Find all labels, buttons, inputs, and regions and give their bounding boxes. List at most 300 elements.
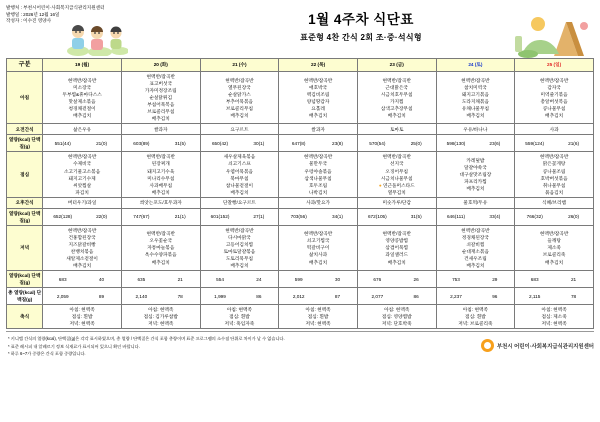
porridge-cell bbox=[121, 305, 200, 329]
menu-item: 현맥반/잡곡반 bbox=[539, 154, 569, 160]
menu-item: 참치미역국 bbox=[464, 84, 487, 90]
menu-item: 돼지고기수제 bbox=[68, 175, 96, 181]
porridge-item: 점심: 제소죽 bbox=[541, 314, 567, 320]
menu-item: 정경채된장국 bbox=[461, 234, 489, 240]
total-cell bbox=[200, 288, 279, 305]
menu-item: 식혜/브리햄 bbox=[542, 200, 567, 206]
menu-item: 영양콩밥찜 bbox=[385, 238, 409, 244]
snack-cell bbox=[357, 124, 436, 135]
kcal-value: 598(130) bbox=[446, 140, 466, 146]
meal-cell bbox=[121, 152, 200, 197]
menu-item: 배추김치 bbox=[309, 112, 328, 118]
footnote-2: * 표준 레시피 내 알레르기 정보 식재료가 표시되어 있으니 확인 바랍니다. bbox=[8, 343, 140, 349]
meal-cell bbox=[357, 72, 436, 124]
menu-item: 찬뱅치볶음 bbox=[70, 248, 94, 254]
footnote-1: * 키니밸 간식의 열량(kcal), 단백질(g)은 각각 표시하였으며, 총 열량 / 단백질은 간식 포함 총량이며 표준 프로그램의 소수점 단위로 차이가 날 수 없습니다. bbox=[8, 336, 285, 342]
snack-cell bbox=[121, 124, 200, 135]
kcal-value: 683 bbox=[530, 276, 539, 282]
menu-item: 소고기물고소볶음 bbox=[64, 168, 101, 174]
porridge-item: 저녁: 현맥족 bbox=[305, 321, 331, 327]
menu-item: 삶치사과 bbox=[309, 252, 328, 258]
meal-cell bbox=[121, 72, 200, 124]
menu-item: 새알제소겉절이 bbox=[66, 255, 98, 261]
total-kcal-value: 2,140 bbox=[135, 293, 148, 299]
menu-item: 단찰빵/요구르트 bbox=[222, 200, 256, 206]
porridge-cell bbox=[43, 305, 122, 329]
menu-item: 삼색나물무침 bbox=[304, 175, 332, 181]
kcal-row bbox=[7, 208, 594, 225]
porridge-item: 저녁: 브로콜리죽 bbox=[458, 321, 493, 327]
menu-item: 애호박국 bbox=[309, 84, 328, 90]
menu-item: 요홀레 bbox=[311, 105, 325, 111]
menu-item: 배추김치 bbox=[545, 259, 564, 265]
meal-cell bbox=[436, 225, 515, 270]
menu-item: 총알버섯복음 bbox=[540, 98, 568, 104]
total-kcal-value: 2,059 bbox=[56, 293, 69, 299]
total-kcal-value: 1,999 bbox=[214, 293, 226, 299]
menu-item: 현맥반/잡곡반 bbox=[539, 77, 569, 83]
table-header-row bbox=[7, 59, 594, 72]
snack-cell bbox=[436, 197, 515, 208]
menu-item: 브로콜리죽 bbox=[542, 252, 566, 258]
total-row bbox=[7, 288, 594, 305]
menu-item: 된장찌개 bbox=[151, 161, 170, 167]
menu-item: 토마토 bbox=[389, 126, 404, 132]
menu-item: 삼겹어묵찜 bbox=[385, 245, 409, 251]
page-subtitle: 표준형 4찬 간식 2회 조·중·석식형 bbox=[300, 33, 422, 42]
protein-value: 24 bbox=[256, 276, 262, 282]
total-kcal-value: 2,012 bbox=[292, 293, 305, 299]
total-cell bbox=[121, 288, 200, 305]
menu-item: 버터우기/과일 bbox=[67, 200, 97, 206]
header-day-4: 23 (금) bbox=[357, 59, 436, 72]
porridge-cell bbox=[436, 305, 515, 329]
header-day-2: 21 (수) bbox=[200, 59, 279, 72]
porridge-cell bbox=[515, 305, 594, 329]
meal-cell bbox=[515, 72, 594, 124]
snack-cell bbox=[200, 197, 279, 208]
menu-item: 현맥반/잡곡반 bbox=[303, 231, 333, 237]
snack-cell bbox=[515, 124, 594, 135]
menu-item: 현맥반/잡곡반 bbox=[67, 154, 97, 160]
protein-value: 31(5) bbox=[410, 214, 422, 220]
menu-item: 건새우조림 bbox=[464, 255, 487, 261]
snack-cell bbox=[279, 197, 358, 208]
porridge-item: 점심: 김가루참밥 bbox=[143, 314, 178, 320]
logo-mark-icon bbox=[481, 339, 494, 352]
menu-item: 지즈닭갈비빵 bbox=[68, 241, 96, 247]
menu-item: 시금치호두무침 bbox=[380, 91, 413, 97]
menu-item: 현맥반/잡곡반 bbox=[461, 227, 490, 233]
kcal-cell bbox=[43, 208, 122, 225]
page-title: 1월 4주차 식단표 bbox=[308, 12, 414, 27]
menu-item: 배추김치 bbox=[151, 189, 170, 195]
menu-item: 우렁야솔볶음 bbox=[304, 168, 332, 174]
meal-cell bbox=[515, 225, 594, 270]
snack-cell bbox=[121, 197, 200, 208]
protein-value: 23(6) bbox=[489, 140, 501, 146]
menu-item: 현맥반/잡곡반 bbox=[146, 74, 176, 79]
menu-item: 현맥반/잡곡반 bbox=[382, 231, 411, 237]
menu-item: 배추김치 bbox=[151, 116, 170, 122]
kcal-cell bbox=[515, 271, 594, 288]
menu-item: 현맥반/잡곡반 bbox=[146, 231, 176, 237]
menu-item: 현맥반/잡곡반 bbox=[303, 154, 333, 160]
kcal-value: 647(8) bbox=[291, 140, 306, 146]
porridge-item: 점심: 흰밥 bbox=[465, 314, 486, 320]
kcal-value: 646(111) bbox=[446, 214, 466, 220]
meal-cell bbox=[357, 152, 436, 197]
kcal-cell bbox=[436, 271, 515, 288]
menu-item: 현맥반/잡곡반 bbox=[225, 77, 254, 83]
meal-cell bbox=[436, 72, 515, 124]
row-label: 아침 bbox=[7, 72, 43, 124]
menu-item: 열무김치 bbox=[387, 189, 406, 195]
menu-item: 사과배무침 bbox=[149, 182, 173, 188]
porridge-item: 저녁: 현맥족 bbox=[148, 321, 174, 327]
menu-item: 콩나물조림 bbox=[542, 168, 566, 174]
kcal-cell bbox=[515, 135, 594, 152]
row-label: 오전간식 bbox=[7, 124, 43, 135]
kcal-value: 559(124) bbox=[525, 140, 545, 146]
porridge-item: 저녁: 흑임자죽 bbox=[224, 321, 255, 327]
snack-cell bbox=[43, 197, 122, 208]
meal-cell bbox=[279, 152, 358, 197]
menu-item: 배추김치 bbox=[466, 112, 485, 118]
menu-item: 건홍합된장국 bbox=[68, 234, 96, 240]
meal-row bbox=[7, 197, 594, 208]
porridge-item: 아침: 현맥족 bbox=[305, 307, 331, 313]
menu-item: 부침어묵복음 bbox=[147, 102, 175, 108]
page-header bbox=[6, 4, 594, 58]
porridge-item: 아침: 현맥족 bbox=[226, 307, 253, 313]
menu-item: 자통마늘볶음 bbox=[147, 245, 175, 251]
kcal-cell bbox=[200, 135, 279, 152]
meal-cell bbox=[43, 152, 122, 197]
menu-item: 브로콜리무침 bbox=[147, 109, 175, 115]
menu-item: 사과/핫요가 bbox=[306, 200, 331, 206]
menu-item: 순대재소볶음 bbox=[461, 248, 489, 254]
menu-item: 현맥반/잡곡반 bbox=[67, 77, 97, 83]
menu-item: 배추김치 bbox=[230, 189, 249, 195]
meal-cell bbox=[43, 72, 122, 124]
total-protein-value: 87 bbox=[334, 293, 341, 299]
menu-item: 현맥반/잡곡반 bbox=[146, 154, 176, 160]
menu-item: 배추김치 bbox=[151, 259, 170, 265]
menu-item: 파프리카찜 bbox=[464, 179, 487, 185]
menu-item: 호두조림 bbox=[309, 182, 328, 188]
porridge-item: 점심: 흰밥 bbox=[71, 314, 93, 320]
meal-cell bbox=[200, 225, 279, 270]
meal-cell bbox=[436, 152, 515, 197]
menu-item: 배추김치 bbox=[73, 112, 92, 118]
kcal-value: 652(128) bbox=[53, 214, 73, 220]
menu-item: 콩나물무침 bbox=[542, 105, 566, 111]
kcal-value: 683 bbox=[58, 276, 67, 282]
header-label-col: 구분 bbox=[7, 59, 43, 72]
menu-item: 사과 bbox=[549, 126, 559, 132]
menu-item: 맛살제소볶음 bbox=[68, 98, 96, 104]
menu-item: 카레덮밥 bbox=[466, 157, 485, 163]
row-label: 열량(kcal) 단백질(g) bbox=[7, 208, 43, 225]
menu-item: 도토리묵무침 bbox=[225, 255, 254, 261]
menu-item: 감자국 bbox=[547, 84, 561, 90]
menu-item: 브로콜리무침 bbox=[225, 105, 254, 111]
meal-cell bbox=[279, 225, 358, 270]
total-protein-value: 96 bbox=[492, 293, 498, 299]
kcal-cell bbox=[357, 208, 436, 225]
total-protein-value: 78 bbox=[570, 293, 577, 299]
menu-item: 배추김치 bbox=[73, 263, 92, 269]
header-day-6: 25 (일) bbox=[515, 59, 594, 72]
menu-item: 돼지고기볶음 bbox=[461, 91, 489, 97]
menu-item: 미소장국 bbox=[73, 84, 92, 90]
protein-value: 26(0) bbox=[568, 214, 580, 220]
organization-name: 부천시 어린이·사회복지급식관리지원센터 bbox=[496, 343, 594, 350]
menu-item: 나박김치 bbox=[309, 189, 328, 195]
kcal-cell bbox=[121, 135, 200, 152]
kcal-cell bbox=[43, 135, 122, 152]
footnotes bbox=[6, 335, 462, 356]
kcal-value: 703(56) bbox=[290, 214, 307, 220]
kcal-value: 753 bbox=[452, 276, 460, 282]
menu-item: 쇠고기찜국 bbox=[306, 238, 330, 244]
protein-value: 26 bbox=[413, 276, 419, 282]
menu-item: 부추어묵볶음 bbox=[225, 98, 254, 104]
total-cell bbox=[357, 288, 436, 305]
protein-value: 34(1) bbox=[332, 214, 343, 220]
row-label: 열량(kcal) 단백질(g) bbox=[7, 135, 43, 152]
menu-item: 배추김치 bbox=[309, 259, 328, 265]
menu-item: 배추김치 bbox=[230, 263, 249, 269]
total-protein-value: 86 bbox=[256, 293, 262, 299]
row-label: 축식 bbox=[7, 305, 43, 329]
kcal-cell bbox=[121, 208, 200, 225]
protein-value: 27(1) bbox=[253, 214, 265, 220]
protein-value: 21 bbox=[177, 276, 183, 282]
total-cell bbox=[436, 288, 515, 305]
protein-value: 30 bbox=[334, 276, 341, 282]
total-kcal-value: 2,115 bbox=[528, 293, 541, 299]
porridge-item: 아침: 현맥족 bbox=[69, 307, 95, 313]
menu-item: 현맥반/잡곡반 bbox=[539, 231, 569, 237]
protein-value: 25(0) bbox=[410, 140, 422, 146]
menu-item: 들깨탕 bbox=[547, 238, 561, 244]
menu-item: 배추김치 bbox=[545, 112, 564, 118]
menu-item: 묶음김치 bbox=[545, 189, 564, 195]
menu-item: 맑은꽃게탕 bbox=[542, 161, 566, 167]
menu-item: 과일샐러드 bbox=[385, 252, 409, 258]
protein-value: 31(5) bbox=[174, 140, 186, 146]
menu-item: 현맥반/잡곡반 bbox=[67, 227, 97, 233]
porridge-item: 점심: 흰밥 bbox=[229, 314, 250, 320]
kcal-value: 551(44) bbox=[54, 140, 71, 146]
menu-item: 우엽어묵볶음 bbox=[225, 168, 254, 174]
menu-item: 현맥반/잡곡반 bbox=[225, 227, 254, 233]
meal-cell bbox=[200, 152, 279, 197]
kcal-cell bbox=[279, 271, 358, 288]
meal-row bbox=[7, 152, 594, 197]
menu-item: 삼색고추장무침 bbox=[380, 105, 413, 111]
menu-item: 호박버섯볶음 bbox=[540, 175, 568, 181]
kcal-value: 635 bbox=[137, 276, 146, 282]
menu-item: 쇠고기스프 bbox=[228, 161, 251, 167]
protein-value: 33(4) bbox=[489, 214, 501, 220]
meal-cell bbox=[121, 225, 200, 270]
footnote-3: * 하루 6~7가 중량은 간식 포함 중량입니다. bbox=[8, 350, 86, 356]
menu-item: 오징어무침 bbox=[385, 168, 409, 174]
menu-item: 선지국 bbox=[389, 161, 404, 167]
menu-item: 우유/바나나 bbox=[463, 126, 488, 132]
menu-item: 맥김비조림 bbox=[306, 91, 330, 97]
row-label: 점심 bbox=[7, 152, 43, 197]
porridge-item: 아침: 현맥족 bbox=[462, 307, 489, 313]
total-protein-value: 78 bbox=[177, 293, 183, 299]
menu-item: 양념땅감자 bbox=[306, 98, 330, 104]
kcal-value: 570(54) bbox=[369, 140, 386, 146]
menu-item: 현맥반/잡곡반 bbox=[303, 77, 333, 83]
menu-item: 도라지채볶음 bbox=[461, 98, 489, 104]
menu-item: 시금치나물무침 bbox=[380, 175, 413, 181]
kcal-row bbox=[7, 135, 594, 152]
kcal-value: 601(152) bbox=[210, 214, 230, 220]
kcal-cell bbox=[357, 135, 436, 152]
menu-item: 배추김치 bbox=[466, 263, 485, 269]
total-cell bbox=[279, 288, 358, 305]
row-label: 열량(kcal) 단백질(g) bbox=[7, 271, 43, 288]
menu-item: 배추김치 bbox=[387, 112, 406, 118]
menu-item: 물만두국 bbox=[309, 161, 328, 167]
protein-value: 21(0) bbox=[96, 140, 108, 146]
protein-value: 22(0) bbox=[96, 214, 108, 220]
header-day-1: 20 (화) bbox=[121, 59, 200, 72]
porridge-cell bbox=[200, 305, 279, 329]
meal-cell bbox=[43, 225, 122, 270]
menu-item: 가자미정장조림 bbox=[144, 88, 177, 94]
row-label: 저녁 bbox=[7, 225, 43, 270]
snack-cell bbox=[279, 124, 358, 135]
meal-row bbox=[7, 225, 594, 270]
weekly-menu-table bbox=[6, 58, 594, 329]
menu-item: 두부찜&휴마다스스 bbox=[62, 91, 102, 97]
kcal-row bbox=[7, 271, 594, 288]
kcal-cell bbox=[436, 208, 515, 225]
issuer-line-1: 발행처 : 부천시어린이·사회복지급식관리지원센터 bbox=[6, 5, 105, 10]
footer-divider bbox=[6, 331, 594, 332]
kcal-cell bbox=[200, 271, 279, 288]
snack-cell bbox=[436, 124, 515, 135]
meal-cell bbox=[279, 72, 358, 124]
total-cell bbox=[515, 288, 594, 305]
menu-item: 순살닭튀김 bbox=[149, 95, 173, 101]
menu-item: 근대맑은국 bbox=[385, 84, 409, 90]
porridge-row bbox=[7, 305, 594, 329]
menu-item: 미역줄기볶음 bbox=[540, 91, 568, 97]
porridge-item: 점심: 흰밥 bbox=[307, 314, 329, 320]
snack-cell bbox=[515, 197, 594, 208]
menu-item: 취나물무침 bbox=[542, 182, 566, 188]
kcal-value: 672(105) bbox=[367, 214, 387, 220]
menu-item: 돼지고기수육 bbox=[147, 168, 175, 174]
menu-item: 수제비국 bbox=[73, 161, 92, 167]
total-kcal-value: 2,077 bbox=[371, 293, 384, 299]
menu-item: 고등어김치찜 bbox=[225, 241, 254, 247]
menu-item: 유채나물무침 bbox=[461, 105, 489, 111]
menu-item: 씌앗는포도/호두과자 bbox=[139, 200, 182, 206]
protein-value: 23(8) bbox=[332, 140, 343, 146]
protein-value: 21(1) bbox=[174, 214, 186, 220]
kcal-cell bbox=[121, 271, 200, 288]
protein-value: 21 bbox=[570, 276, 577, 282]
total-kcal-value: 2,237 bbox=[450, 293, 462, 299]
meal-row bbox=[7, 72, 594, 124]
menu-item: 삶은우유 bbox=[73, 126, 92, 132]
meal-cell bbox=[357, 225, 436, 270]
snack-cell bbox=[357, 197, 436, 208]
kcal-value: 766(32) bbox=[526, 214, 543, 220]
organization-logo bbox=[462, 335, 594, 352]
menu-item: 참나물겉절이 bbox=[225, 182, 254, 188]
porridge-item: 저녁: 현맥족 bbox=[69, 321, 95, 327]
menu-item: 다시마맑국 bbox=[228, 234, 251, 240]
menu-item: 옥수수양파볶음 bbox=[144, 252, 177, 258]
total-cell bbox=[43, 288, 122, 305]
menu-item: 요구르트 bbox=[230, 126, 249, 132]
menu-item: 열무된장국 bbox=[228, 84, 251, 90]
issuer-line-2: 발행일 : 2026년 12월 16일 bbox=[6, 11, 60, 17]
menu-item: 파김치 bbox=[75, 189, 89, 195]
menu-item: 현맥반/잡곡반 bbox=[382, 154, 411, 160]
total-protein-value: 86 bbox=[413, 293, 419, 299]
table-body bbox=[7, 72, 594, 329]
menu-item: 배추김치 bbox=[230, 112, 249, 118]
row-label: 총 열량(kcal) 단백질(g) bbox=[7, 288, 43, 305]
snack-cell bbox=[43, 124, 122, 135]
kcal-value: 599 bbox=[294, 276, 303, 282]
porridge-item: 점심: 영양찜밥 bbox=[381, 314, 412, 320]
protein-value: 30(1) bbox=[253, 140, 265, 146]
kcal-cell bbox=[515, 208, 594, 225]
kcal-value: 650(42) bbox=[211, 140, 229, 146]
menu-item: 미나리수무침 bbox=[147, 175, 175, 181]
kcal-cell bbox=[43, 271, 122, 288]
kcal-cell bbox=[279, 208, 358, 225]
menu-item: 현맥반/잡곡반 bbox=[461, 77, 490, 83]
menu-item: 대구살맛조림장 bbox=[459, 172, 492, 178]
menu-item: 오우꽃순국 bbox=[149, 238, 173, 244]
kcal-cell bbox=[200, 208, 279, 225]
menu-item: 떡갈비구이 bbox=[306, 245, 330, 251]
allergen-dot-icon: ● bbox=[378, 182, 383, 188]
total-protein-value: 89 bbox=[98, 293, 105, 299]
new-year-illustration-icon bbox=[514, 14, 592, 58]
menu-item: 가지찜 bbox=[389, 98, 404, 104]
menu-item: 현맥반/잡곡반 bbox=[382, 77, 411, 83]
snack-cell bbox=[200, 124, 279, 135]
menu-item: 배추김치 bbox=[387, 259, 406, 265]
porridge-item: 저녁: 현맥족 bbox=[541, 321, 567, 327]
menu-item: 미숫가루/단감 bbox=[382, 200, 411, 206]
menu-item: 쇠갈비찜 bbox=[466, 241, 485, 247]
porridge-cell bbox=[279, 305, 358, 329]
porridge-cell bbox=[357, 305, 436, 329]
menu-item: 씨앗찜살 bbox=[73, 182, 92, 188]
menu-item: 물호떡/두유 bbox=[463, 200, 488, 206]
menu-item: 달걀야쑥국 bbox=[464, 164, 487, 170]
header-day-3: 22 (목) bbox=[279, 59, 358, 72]
issuer-line-3: 작성자 : 이수진 영양사 bbox=[6, 18, 52, 24]
menu-item: 배추김치 bbox=[466, 186, 485, 192]
